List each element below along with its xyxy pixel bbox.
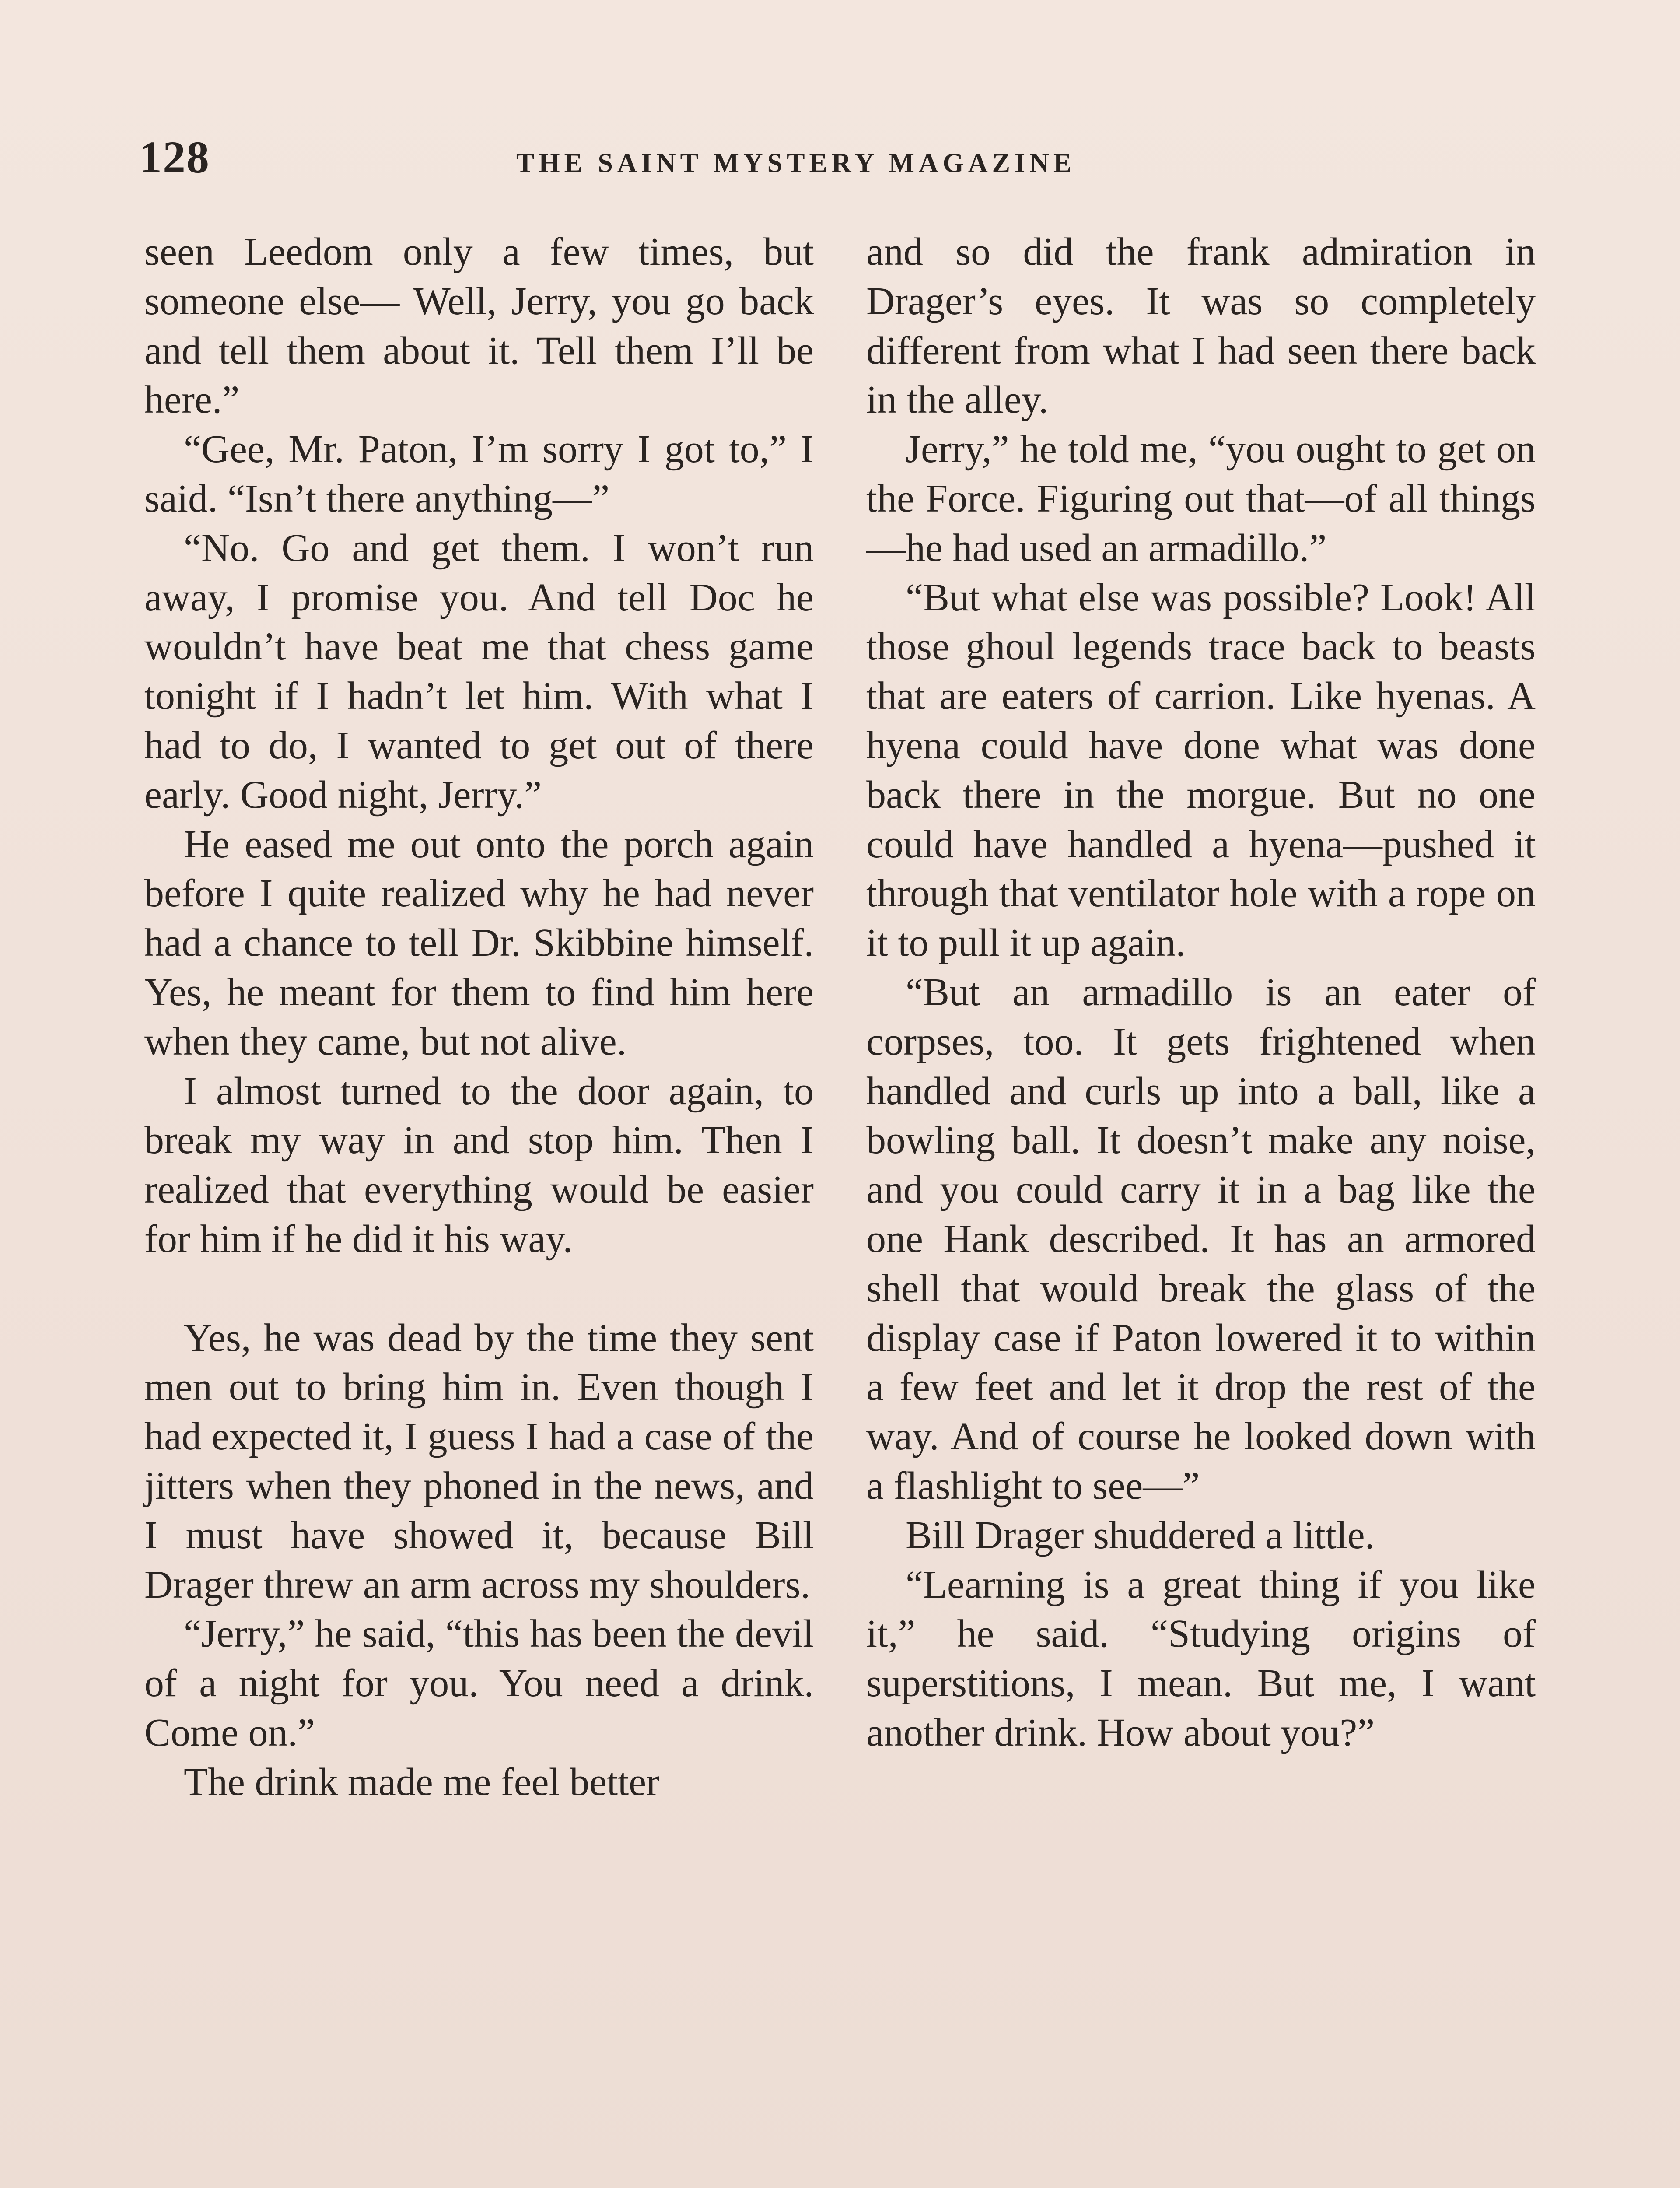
paragraph: and so did the frank admiration in Drager’s eyes. It was so completely different from what I had seen there back in the alley.: [866, 230, 1536, 422]
paragraph: seen Leedom only a few times, but someone else— Well, Jerry, you go back and tell them about it. Tell them I’ll be here.”: [144, 230, 814, 422]
running-head: THE SAINT MYSTERY MAGAZINE: [516, 148, 1076, 178]
paragraph: “Gee, Mr. Paton, I’m sorry I got to,” I said. “Isn’t there anything—”: [144, 428, 814, 520]
paragraph: Yes, he was dead by the time they sent men out to bring him in. Even though I had expected it, I guess I had a case of the jitters when they phoned in the news, and I must have showed it, because Bill Drager threw an arm across my shoulders.: [144, 1316, 814, 1606]
section-break: [144, 1264, 814, 1314]
page-number: 128: [139, 132, 210, 182]
right-column: [866, 228, 1536, 1758]
paragraph: He eased me out onto the porch again before I quite realized why he had never had a chance to tell Dr. Skibbine himself. Yes, he meant for them to find him here when they came, but not alive.: [144, 822, 814, 1063]
left-column: [144, 228, 814, 1807]
paragraph: “Jerry,” he said, “this has been the devil of a night for you. You need a drink. Come on.”: [144, 1612, 814, 1754]
paragraph: Bill Drager shuddered a little.: [906, 1513, 1375, 1557]
paragraph: “Learning is a great thing if you like it,” he said. “Studying origins of superstitions, I mean. But me, I want another drink. How about you?”: [866, 1563, 1536, 1754]
paragraph: “But what else was possible? Look! All those ghoul legends trace back to beasts that are eaters of carrion. Like hyenas. A hyena could have done what was done back there in the morgue. But no one could have handled a hyena—pushed it through that ventilator hole with a rope on it to pull it up again.: [866, 575, 1536, 965]
paragraph: “No. Go and get them. I won’t run away, I promise you. And tell Doc he wouldn’t have beat me that chess game tonight if I hadn’t let him. With what I had to do, I wanted to get out of there early. Good night, Jerry.”: [144, 526, 814, 817]
paragraph: “But an armadillo is an eater of corpses, too. It gets frightened when handled and curls up into a ball, like a bowling ball. It doesn’t make any noise, and you could carry it in a bag like the one Hank described. It has an armored shell that would break the glass of the display case if Paton lowered it to within a few feet and let it drop the rest of the way. And of course he looked down with a flashlight to see—”: [866, 970, 1536, 1508]
paragraph: The drink made me feel better: [184, 1760, 659, 1804]
paragraph: Jerry,” he told me, “you ought to get on the Force. Figuring out that—of all things—he had used an armadillo.”: [866, 428, 1536, 570]
paragraph: I almost turned to the door again, to break my way in and stop him. Then I realized that everything would be easier for him if he did it his way.: [144, 1069, 814, 1261]
